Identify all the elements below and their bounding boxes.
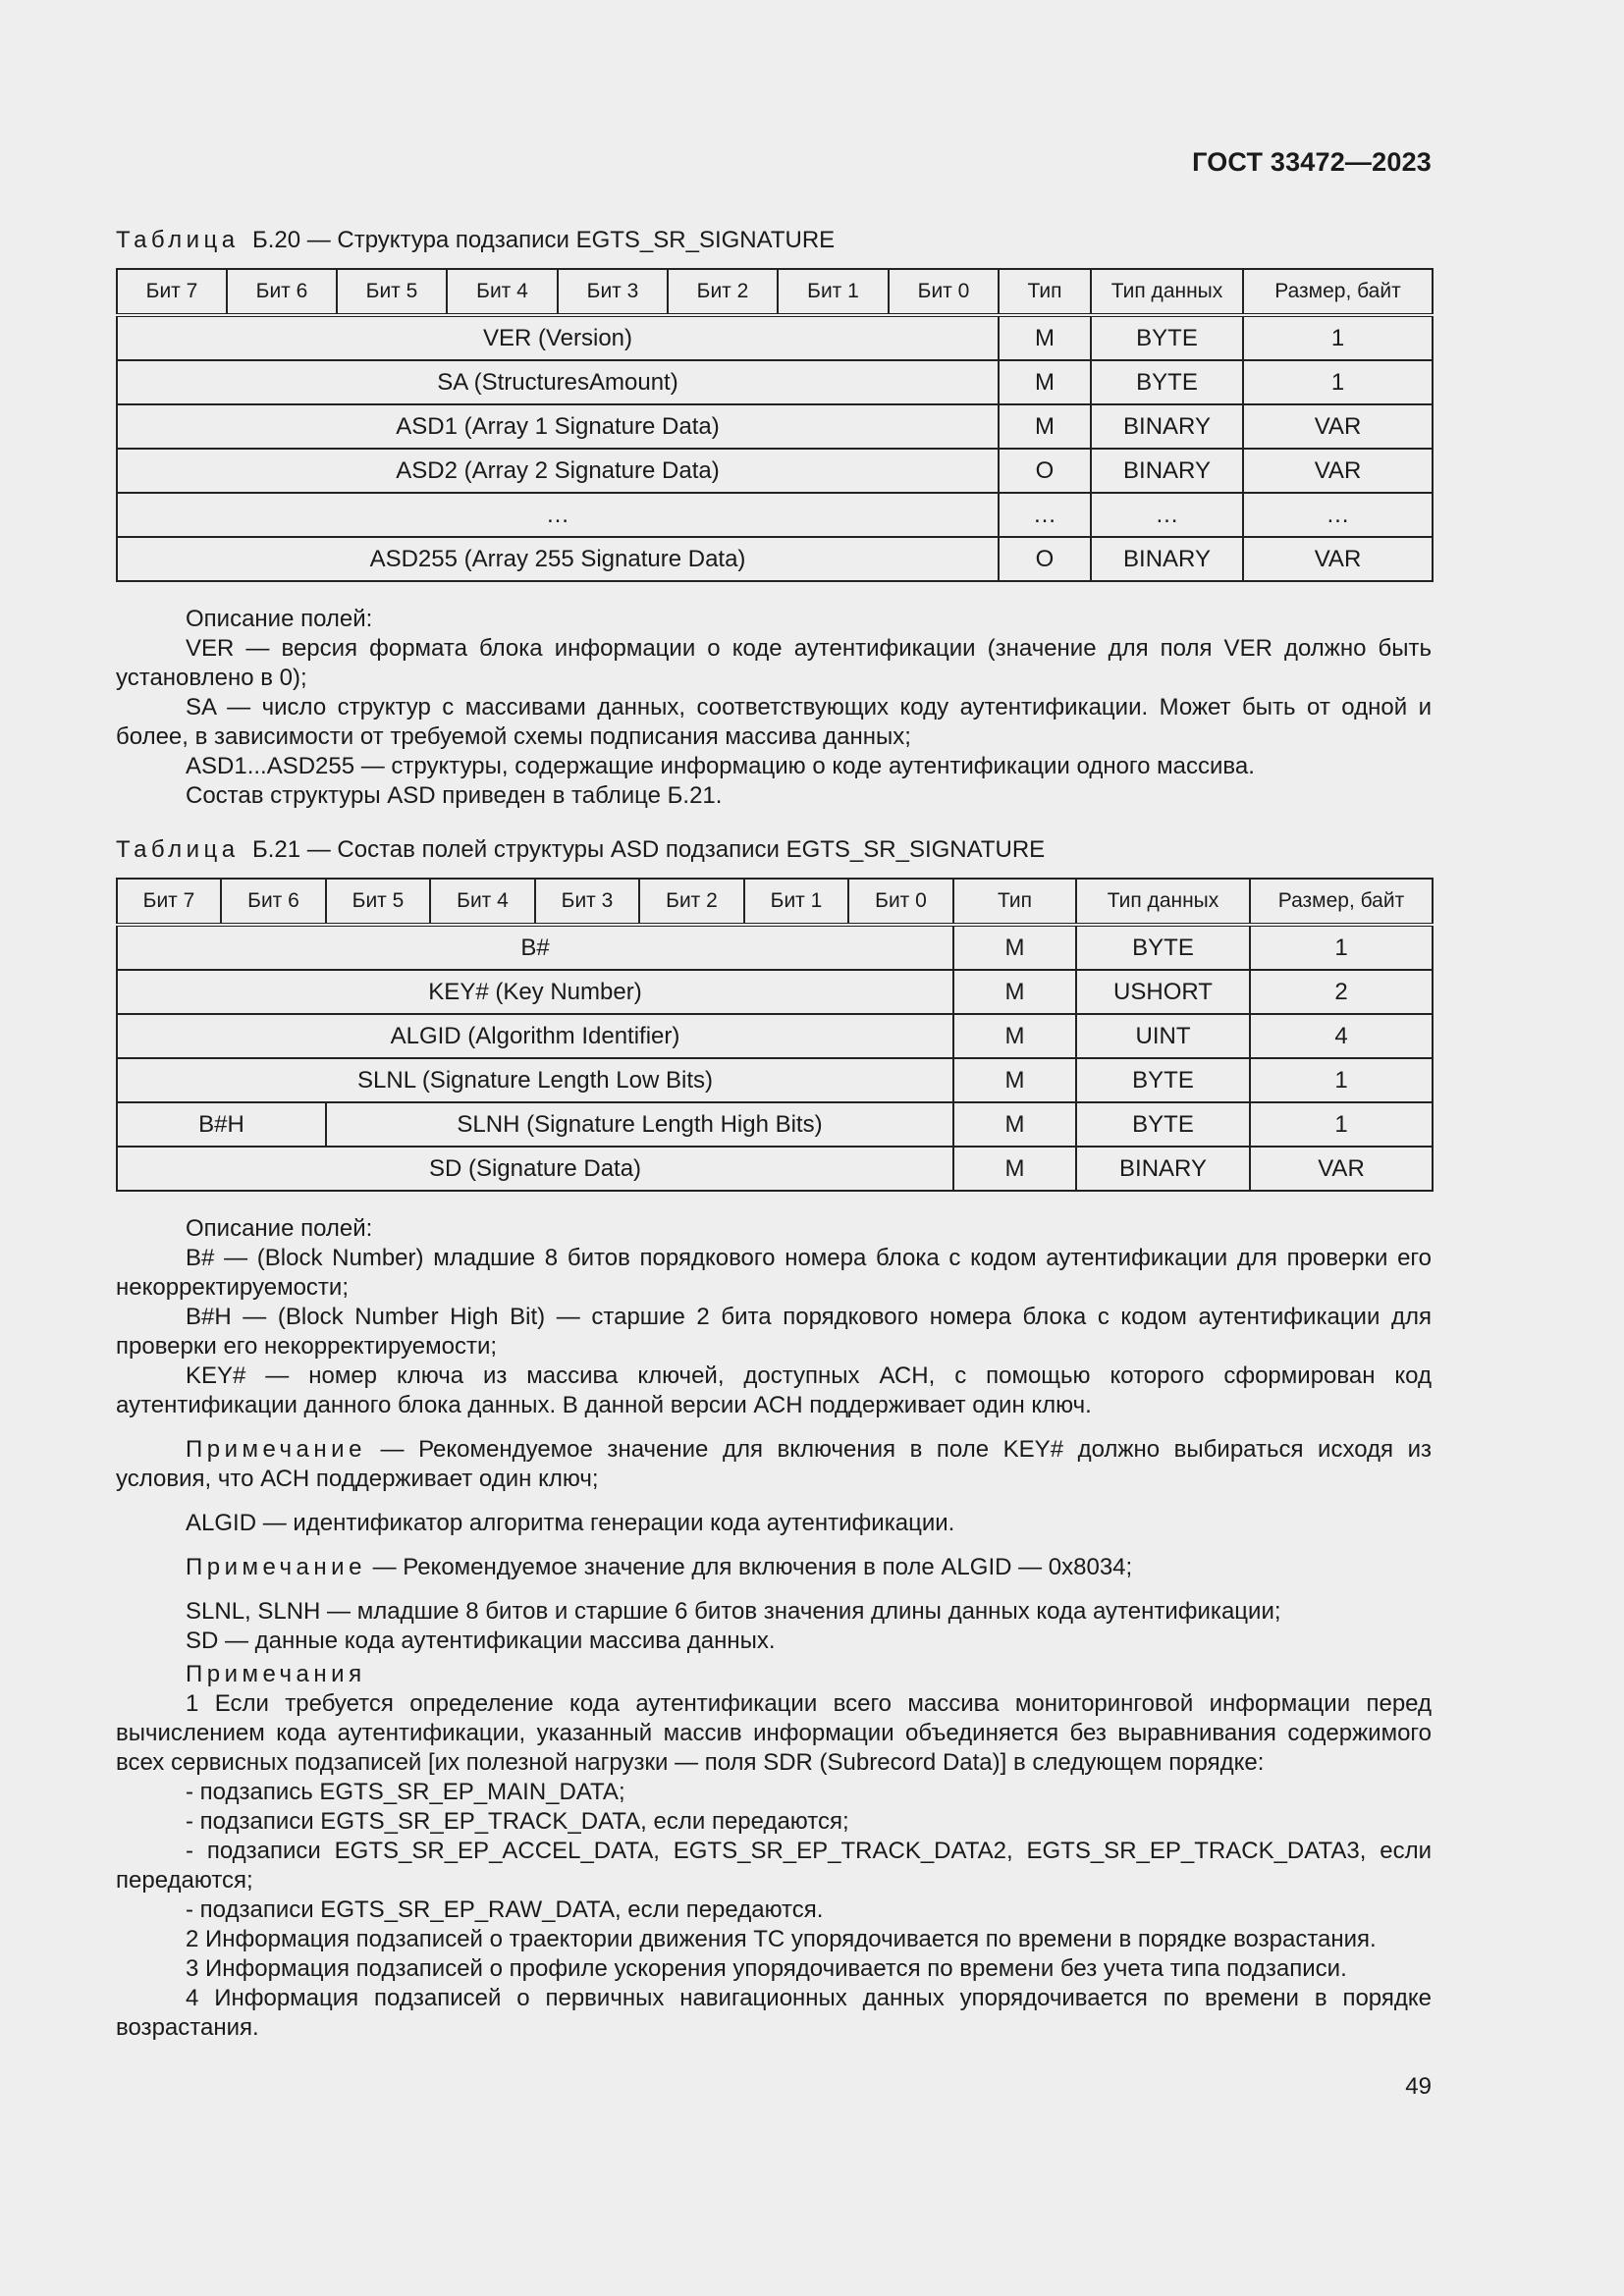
type-cell: M	[999, 360, 1091, 404]
type-cell: O	[999, 537, 1091, 581]
list-item: - подзапись EGTS_SR_EP_MAIN_DATA;	[186, 1779, 625, 1805]
field-cell: KEY# (Key Number)	[117, 970, 953, 1014]
table-row	[117, 537, 1433, 581]
table-row	[117, 925, 1433, 970]
table-row	[117, 315, 1433, 360]
header-cell: Бит 1	[778, 269, 889, 315]
size-cell: 1	[1250, 1058, 1433, 1102]
datatype-cell: …	[1091, 493, 1243, 537]
header-cell: Бит 3	[535, 879, 639, 925]
note-text: — Рекомендуемое значение для включения в поле KEY# должно выбираться исходя из условия, что АСН поддерживает один ключ;	[116, 1436, 1432, 1492]
datatype-cell: BINARY	[1091, 404, 1243, 449]
document-id: ГОСТ 33472—2023	[1192, 147, 1432, 177]
datatype-cell: BINARY	[1076, 1147, 1250, 1191]
caption-text: Б.20 — Структура подзаписи EGTS_SR_SIGNATURE	[251, 227, 836, 253]
size-cell: 1	[1250, 925, 1433, 970]
list-item: - подзаписи EGTS_SR_EP_RAW_DATA, если передаются.	[186, 1896, 824, 1923]
paragraph: SD — данные кода аутентификации массива данных.	[186, 1628, 776, 1654]
type-cell: M	[999, 404, 1091, 449]
type-cell: M	[953, 925, 1076, 970]
notes-title	[116, 1660, 1432, 1689]
table-20-caption	[116, 227, 835, 254]
field-cell: ASD1 (Array 1 Signature Data)	[117, 404, 999, 449]
header-cell: Тип	[999, 269, 1091, 315]
header-cell: Тип	[953, 879, 1076, 925]
header-cell: Бит 0	[848, 879, 953, 925]
datatype-cell: BINARY	[1091, 537, 1243, 581]
size-cell: VAR	[1243, 449, 1433, 493]
type-cell: O	[999, 449, 1091, 493]
header-cell: Тип данных	[1076, 879, 1250, 925]
table-row	[117, 449, 1433, 493]
paragraph: ASD1...ASD255 — структуры, содержащие информацию о коде аутентификации одного массива.	[186, 753, 1255, 779]
type-cell: M	[999, 315, 1091, 360]
header-cell: Бит 7	[117, 879, 221, 925]
type-cell: M	[953, 1058, 1076, 1102]
field-cell: SLNH (Signature Length High Bits)	[326, 1102, 953, 1147]
table-row	[117, 493, 1433, 537]
header-cell: Бит 5	[337, 269, 447, 315]
type-cell: M	[953, 1014, 1076, 1058]
note-paragraph	[116, 1553, 1432, 1582]
datatype-cell: BINARY	[1091, 449, 1243, 493]
field-cell: SA (StructuresAmount)	[117, 360, 999, 404]
datatype-cell: BYTE	[1076, 925, 1250, 970]
page-number: 49	[1405, 2073, 1432, 2100]
note-paragraph	[116, 1435, 1432, 1494]
field-cell: ASD2 (Array 2 Signature Data)	[117, 449, 999, 493]
datatype-cell: BYTE	[1076, 1058, 1250, 1102]
datatype-cell: BYTE	[1091, 315, 1243, 360]
size-cell: VAR	[1243, 537, 1433, 581]
table-21	[116, 878, 1434, 1192]
header-cell: Бит 6	[227, 269, 337, 315]
datatype-cell: BYTE	[1091, 360, 1243, 404]
paragraph: SA — число структур с массивами данных, соответствующих коду аутентификации. Может быть от одной и более, в зависимости от требуемой схемы подписания массива данных;	[116, 694, 1432, 750]
paragraph: KEY# — номер ключа из массива ключей, доступных АСН, с помощью которого сформирован код аутентификации данного блока данных. В данной версии АСН поддерживает один ключ.	[116, 1362, 1432, 1418]
paragraph: 3 Информация подзаписей о профиле ускорения упорядочивается по времени без учета типа подзаписи.	[186, 1955, 1347, 1982]
paragraph: 2 Информация подзаписей о траектории движения ТС упорядочивается по времени в порядке возрастания.	[186, 1926, 1377, 1952]
table-row	[117, 1147, 1433, 1191]
table-row	[117, 970, 1433, 1014]
header-cell: Размер, байт	[1250, 879, 1433, 925]
field-cell: ASD255 (Array 255 Signature Data)	[117, 537, 999, 581]
header-cell: Размер, байт	[1243, 269, 1433, 315]
size-cell: 4	[1250, 1014, 1433, 1058]
type-cell: M	[953, 1147, 1076, 1191]
list-item: - подзаписи EGTS_SR_EP_ACCEL_DATA, EGTS_SR_EP_TRACK_DATA2, EGTS_SR_EP_TRACK_DATA3, если передаются;	[116, 1838, 1432, 1894]
paragraph: SLNL, SLNH — младшие 8 битов и старшие 6 битов значения длины данных кода аутентификации;	[186, 1598, 1281, 1625]
field-cell-bnh: B#H	[117, 1102, 326, 1147]
datatype-cell: UINT	[1076, 1014, 1250, 1058]
header-cell: Бит 5	[326, 879, 430, 925]
table-row	[117, 404, 1433, 449]
field-cell: ALGID (Algorithm Identifier)	[117, 1014, 953, 1058]
datatype-cell: BYTE	[1076, 1102, 1250, 1147]
field-cell: …	[117, 493, 999, 537]
header-cell: Тип данных	[1091, 269, 1243, 315]
size-cell: VAR	[1250, 1147, 1433, 1191]
size-cell: 1	[1243, 360, 1433, 404]
header-cell: Бит 6	[221, 879, 326, 925]
size-cell: 2	[1250, 970, 1433, 1014]
paragraph: Описание полей:	[186, 606, 373, 632]
note-label: Примечание	[186, 1436, 366, 1463]
field-cell: SLNL (Signature Length Low Bits)	[117, 1058, 953, 1102]
size-cell: VAR	[1243, 404, 1433, 449]
note-label: Примечание	[186, 1554, 366, 1580]
type-cell: …	[999, 493, 1091, 537]
table-header-row	[117, 269, 1433, 315]
type-cell: M	[953, 970, 1076, 1014]
note-text: — Рекомендуемое значение для включения в поле ALGID — 0x8034;	[365, 1554, 1133, 1580]
list-item: - подзаписи EGTS_SR_EP_TRACK_DATA, если передаются;	[186, 1808, 849, 1835]
paragraph: 4 Информация подзаписей о первичных навигационных данных упорядочивается по времени в порядке возрастания.	[116, 1985, 1432, 2041]
caption-prefix: Таблица	[116, 836, 240, 863]
size-cell: …	[1243, 493, 1433, 537]
paragraph: 1 Если требуется определение кода аутентификации всего массива мониторинговой информации перед вычислением кода аутентификации, указанный массив информации объединяется без выравнивания содержимого всех сервисных подзаписей [их полезной нагрузки — поля SDR (Subrecord Data)] в следующем порядке:	[116, 1690, 1432, 1776]
size-cell: 1	[1243, 315, 1433, 360]
paragraph: B#H — (Block Number High Bit) — старшие 2 бита порядкового номера блока с кодом аутентификации для проверки его некорректируемости;	[116, 1304, 1432, 1360]
datatype-cell: USHORT	[1076, 970, 1250, 1014]
paragraph: Состав структуры ASD приведен в таблице Б.21.	[186, 782, 723, 809]
header-cell: Бит 7	[117, 269, 227, 315]
header-cell: Бит 4	[447, 269, 558, 315]
table-row	[117, 360, 1433, 404]
header-cell: Бит 4	[430, 879, 535, 925]
paragraph: VER — версия формата блока информации о коде аутентификации (значение для поля VER должно быть установлено в 0);	[116, 635, 1432, 691]
field-description-2	[116, 1214, 1432, 2043]
field-cell: VER (Version)	[117, 315, 999, 360]
table-header-row	[117, 879, 1433, 925]
table-row	[117, 1058, 1433, 1102]
table-row	[117, 1014, 1433, 1058]
field-cell: SD (Signature Data)	[117, 1147, 953, 1191]
header-cell: Бит 1	[744, 879, 848, 925]
size-cell: 1	[1250, 1102, 1433, 1147]
notes-label: Примечания	[186, 1661, 366, 1687]
header-cell: Бит 0	[889, 269, 999, 315]
paragraph: B# — (Block Number) младшие 8 битов порядкового номера блока с кодом аутентификации для проверки его некорректируемости;	[116, 1245, 1432, 1301]
table-row	[117, 1102, 1433, 1147]
field-cell: B#	[117, 925, 953, 970]
paragraph: ALGID — идентификатор алгоритма генерации кода аутентификации.	[186, 1510, 955, 1536]
table-21-caption	[116, 836, 1045, 864]
caption-text: Б.21 — Состав полей структуры ASD подзаписи EGTS_SR_SIGNATURE	[251, 836, 1046, 863]
field-description-1	[116, 605, 1432, 811]
caption-prefix: Таблица	[116, 227, 240, 253]
paragraph: Описание полей:	[186, 1215, 373, 1242]
header-cell: Бит 3	[558, 269, 668, 315]
type-cell: M	[953, 1102, 1076, 1147]
header-cell: Бит 2	[639, 879, 744, 925]
header-cell: Бит 2	[668, 269, 778, 315]
table-20	[116, 268, 1434, 582]
